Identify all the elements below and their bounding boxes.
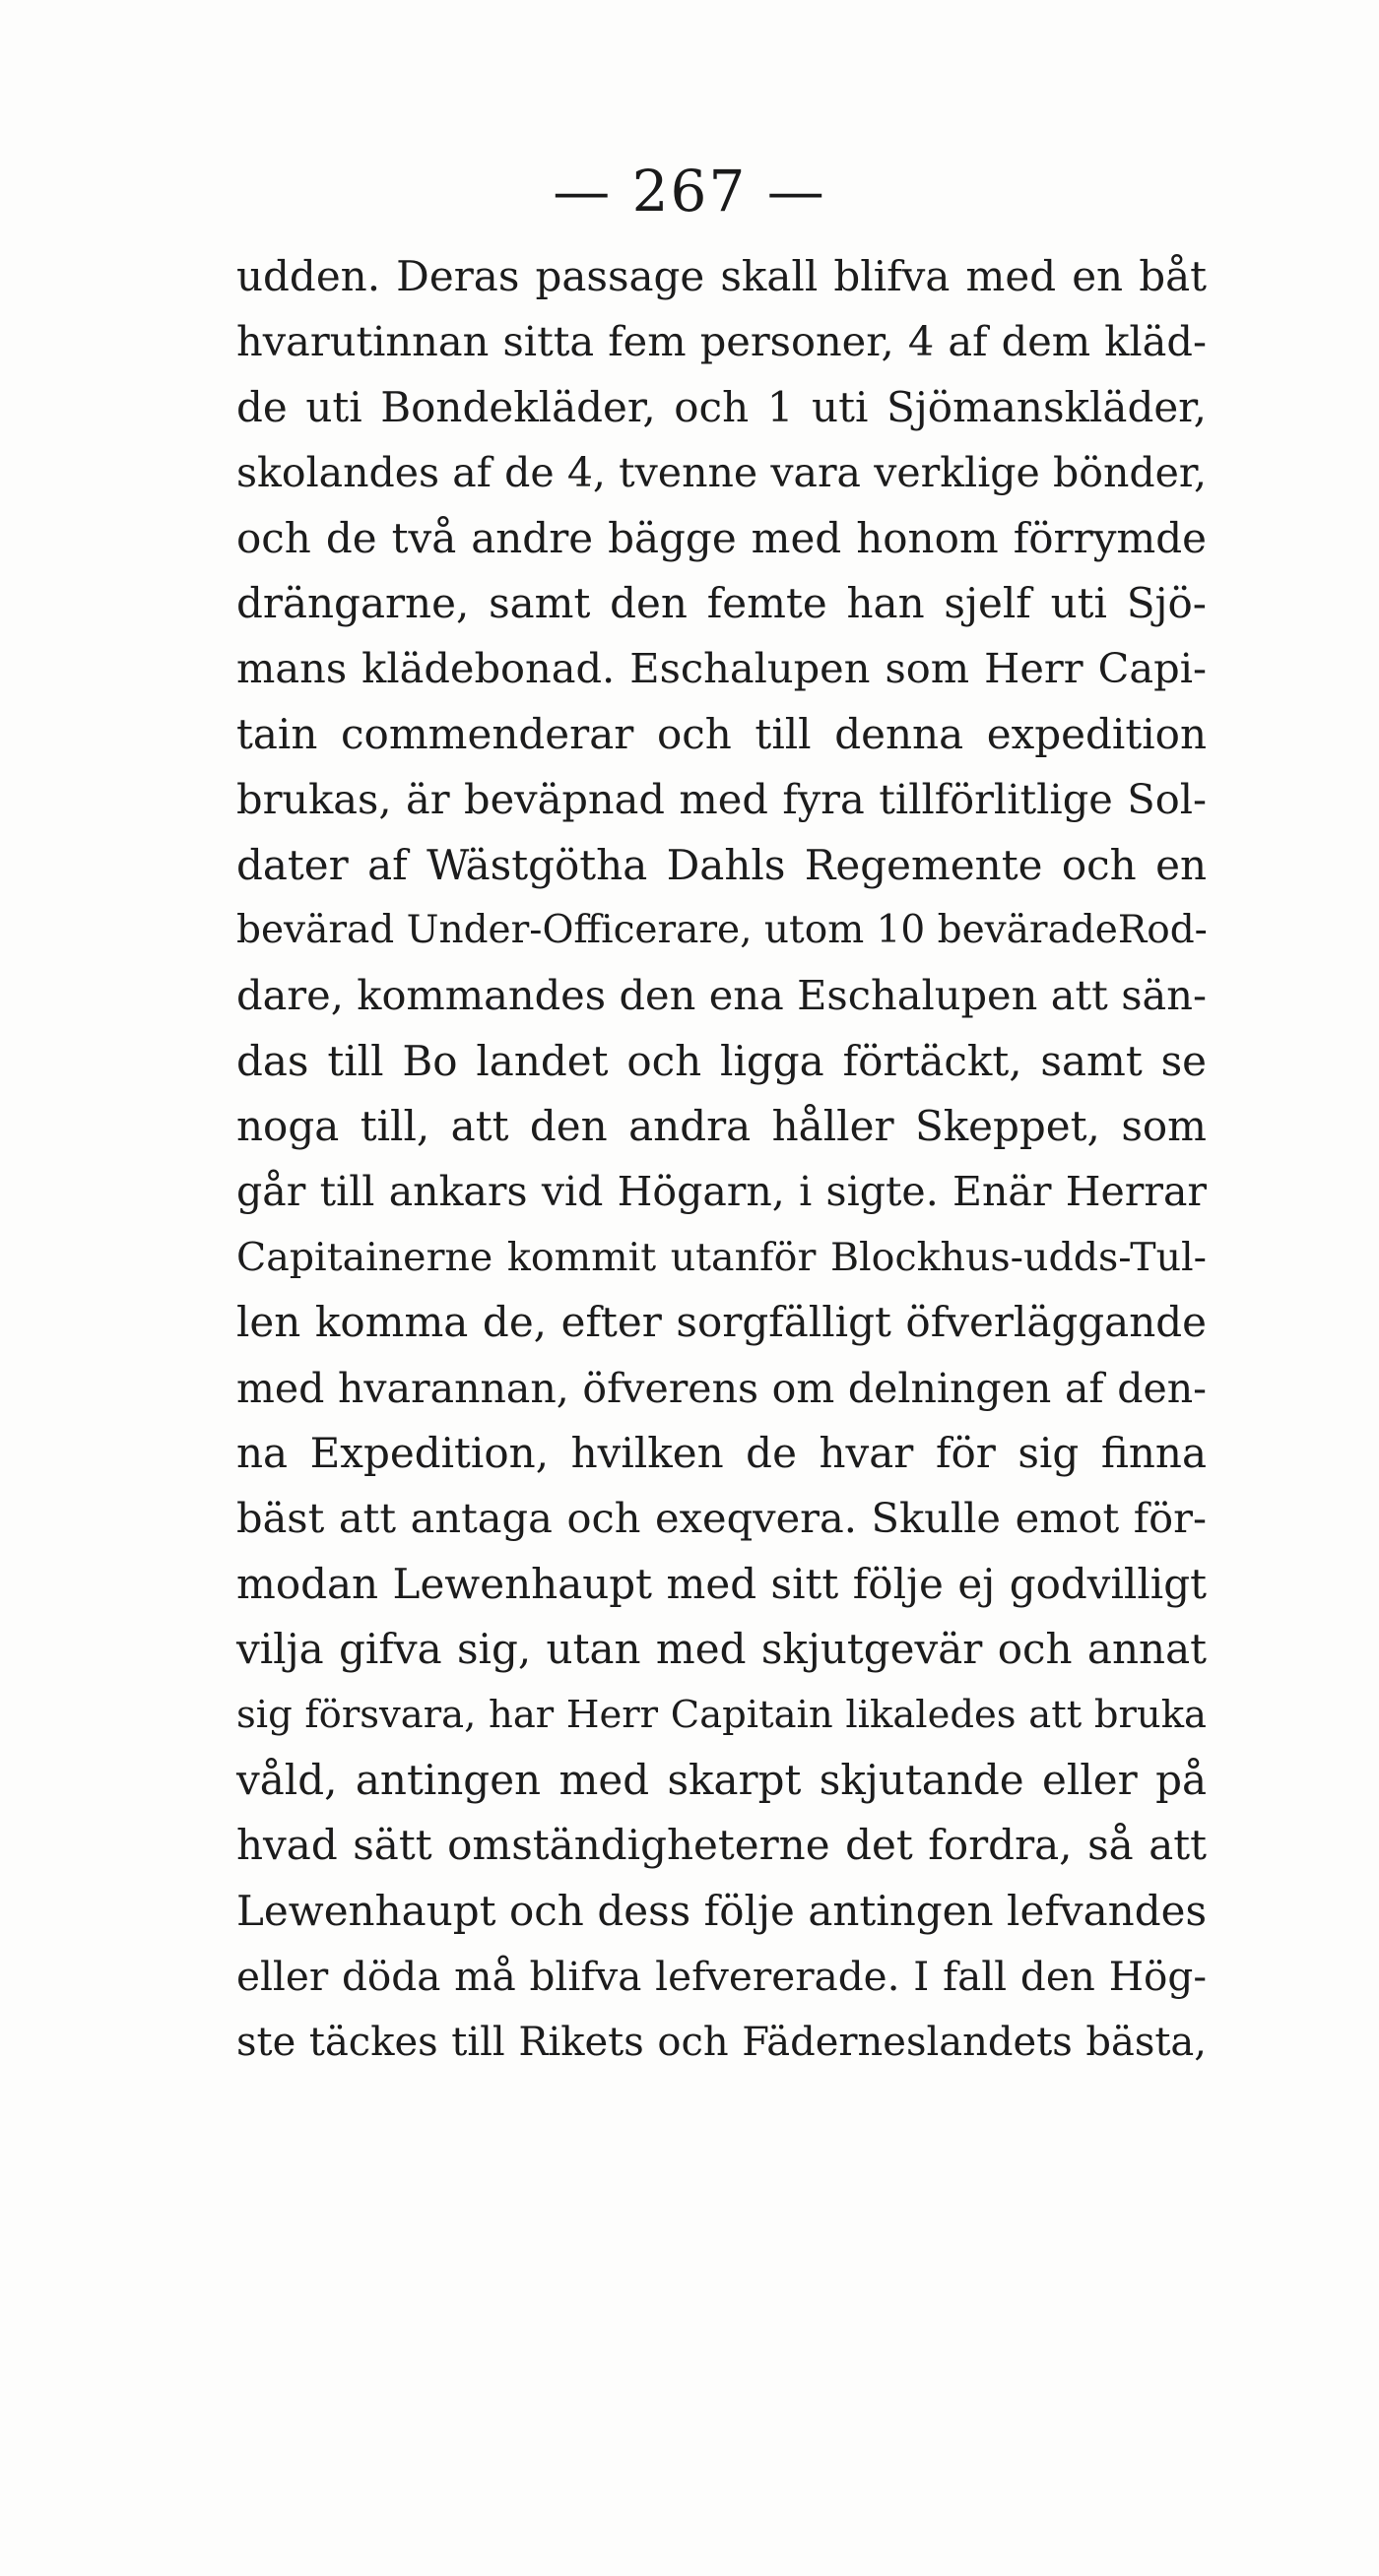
text-line: hvarutinnan sitta fem personer, 4 af dem kläd-	[236, 317, 1207, 366]
text-line: noga till, att den andra håller Skeppet, som	[236, 1102, 1207, 1151]
text-line: dater af Wästgötha Dahls Regemente och en	[236, 840, 1207, 889]
text-line: eller döda må blifva lefvererade. I fall den Hög-	[236, 1953, 1207, 2001]
text-line: hvad sätt omständigheterne det fordra, så att	[236, 1821, 1207, 1870]
text-line: sig försvara, har Herr Capitain likaledes att bruka	[236, 1692, 1207, 1737]
text-line: na Expedition, hvilken de hvar för sig finna	[236, 1429, 1207, 1478]
text-line: skolandes af de 4, tvenne vara verklige bönder,	[236, 449, 1207, 497]
page-number-header: — 267 —	[553, 158, 826, 225]
text-line: mans klädebonad. Eschalupen som Herr Capi-	[236, 644, 1207, 693]
text-line: bevärad Under-Officerare, utom 10 beväradeRod-	[236, 907, 1208, 952]
text-line: vilja gifva sig, utan med skjutgevär och annat	[236, 1625, 1207, 1674]
text-line: Capitainerne kommit utanför Blockhus-udds-Tul-	[236, 1234, 1207, 1280]
text-line: och de två andre bägge med honom förrymde	[236, 513, 1207, 562]
text-line: tain commenderar och till denna expedition	[236, 709, 1207, 758]
text-line: drängarne, samt den femte han sjelf uti Sjö-	[236, 578, 1207, 627]
text-line: udden. Deras passage skall blifva med en båt	[236, 252, 1207, 300]
text-line: med hvarannan, öfverens om delningen af den-	[236, 1364, 1207, 1412]
body-text	[236, 244, 1207, 2075]
text-line: våld, antingen med skarpt skjutande eller på	[236, 1755, 1207, 1804]
text-line: brukas, är beväpnad med fyra tillförlitlige Sol-	[236, 775, 1207, 824]
text-line: len komma de, efter sorgfälligt öfverläggande	[236, 1298, 1207, 1347]
text-line: modan Lewenhaupt med sitt följe ej godvilligt	[236, 1559, 1207, 1608]
text-line: går till ankars vid Högarn, i sigte. Enär Herrar	[236, 1168, 1207, 1216]
text-line: dare, kommandes den ena Eschalupen att sän-	[236, 971, 1207, 1020]
text-line: ste täckes till Rikets och Fäderneslandets bästa,	[236, 2019, 1207, 2065]
text-line: Lewenhaupt och dess följe antingen lefvandes	[236, 1886, 1207, 1935]
text-line: de uti Bondekläder, och 1 uti Sjömanskläder,	[236, 382, 1207, 431]
text-line: das till Bo landet och ligga förtäckt, samt se	[236, 1036, 1207, 1085]
text-line: bäst att antaga och exeqvera. Skulle emot för-	[236, 1494, 1207, 1543]
